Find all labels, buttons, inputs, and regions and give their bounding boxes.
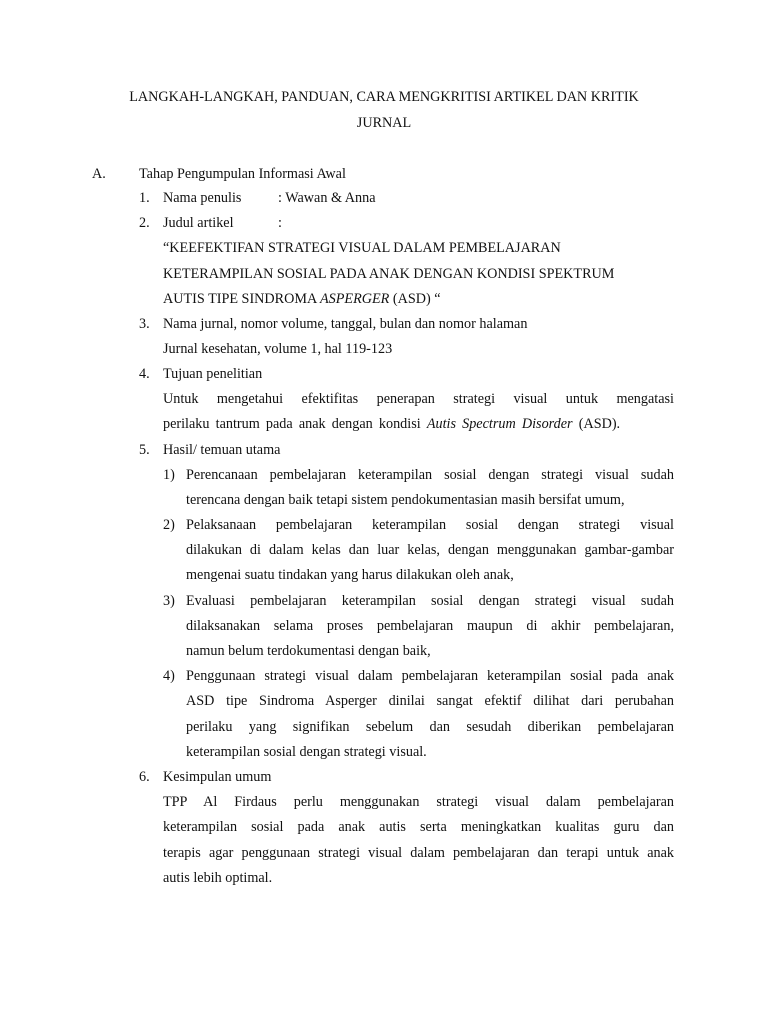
item-4-number: 4. bbox=[139, 366, 150, 382]
subitem-2-line-1: Pelaksanaan pembelajaran keterampilan sosial dengan strategi visual bbox=[186, 517, 674, 533]
subitem-1-number: 1) bbox=[163, 467, 175, 483]
subitem-1-line-2: terencana dengan baik tetapi sistem pendokumentasian masih bersifat umum, bbox=[186, 492, 625, 508]
subitem-3-number: 3) bbox=[163, 593, 175, 609]
item-6-line-1: TPP Al Firdaus perlu menggunakan strategi visual dalam pembelajaran bbox=[163, 794, 674, 810]
document-title-line-1: LANGKAH-LANGKAH, PANDUAN, CARA MENGKRITISI ARTIKEL DAN KRITIK bbox=[129, 89, 639, 105]
subitem-4-line-1: Penggunaan strategi visual dalam pembelajaran keterampilan sosial pada anak bbox=[186, 668, 674, 684]
item-1-number: 1. bbox=[139, 190, 150, 206]
item-3-body: Jurnal kesehatan, volume 1, hal 119-123 bbox=[163, 341, 393, 357]
article-title-line-2: KETERAMPILAN SOSIAL PADA ANAK DENGAN KONDISI SPEKTRUM bbox=[163, 266, 615, 282]
item-4-italic-term: Autis Spectrum Disorder bbox=[426, 416, 573, 432]
item-6-number: 6. bbox=[139, 769, 150, 785]
item-6-line-4: autis lebih optimal. bbox=[163, 870, 273, 886]
item-1-value: : Wawan & Anna bbox=[278, 190, 376, 206]
item-1-label: Nama penulis bbox=[163, 190, 242, 206]
subitem-1-line-1: Perencanaan pembelajaran keterampilan sosial dengan strategi visual sudah bbox=[186, 467, 674, 483]
subitem-4-line-3: perilaku yang signifikan sebelum dan sesudah diberikan pembelajaran bbox=[186, 719, 674, 735]
subitem-2-number: 2) bbox=[163, 517, 175, 533]
article-title-line-1: “KEEFEKTIFAN STRATEGI VISUAL DALAM PEMBELAJARAN bbox=[163, 240, 561, 256]
item-2-value: : bbox=[278, 215, 282, 231]
item-4-body-line-2: perilaku tantrum pada anak dengan kondisi Autis Spectrum Disorder (ASD). bbox=[163, 416, 621, 432]
subitem-2-line-2: dilakukan di dalam kelas dan luar kelas, dengan menggunakan gambar-gambar bbox=[186, 542, 674, 558]
item-2-label: Judul artikel bbox=[163, 215, 234, 231]
subitem-3-line-2: dilaksanakan selama proses pembelajaran maupun di akhir pembelajaran, bbox=[186, 618, 674, 634]
subitem-3-line-1: Evaluasi pembelajaran keterampilan sosial dengan strategi visual sudah bbox=[186, 593, 674, 609]
subitem-4-number: 4) bbox=[163, 668, 175, 684]
item-4-label: Tujuan penelitian bbox=[163, 366, 263, 382]
item-5-label: Hasil/ temuan utama bbox=[163, 442, 281, 458]
item-6-line-3: terapis agar penggunaan strategi visual dalam pembelajaran dan terapi untuk anak bbox=[163, 845, 674, 861]
subitem-4-line-4: keterampilan sosial dengan strategi visual. bbox=[186, 744, 427, 760]
section-a-heading: Tahap Pengumpulan Informasi Awal bbox=[139, 166, 346, 182]
subitem-4-line-2: ASD tipe Sindroma Asperger dinilai sangat efektif dilihat dari perubahan bbox=[186, 693, 674, 709]
section-a-label: A. bbox=[92, 166, 106, 182]
item-6-line-2: keterampilan sosial pada anak autis serta meningkatkan kualitas guru dan bbox=[163, 819, 674, 835]
item-6-label: Kesimpulan umum bbox=[163, 769, 272, 785]
item-3-number: 3. bbox=[139, 316, 150, 332]
item-4-body-line-1: Untuk mengetahui efektifitas penerapan strategi visual untuk mengatasi bbox=[163, 391, 674, 407]
item-2-number: 2. bbox=[139, 215, 150, 231]
item-3-label: Nama jurnal, nomor volume, tanggal, bulan dan nomor halaman bbox=[163, 316, 528, 332]
item-5-number: 5. bbox=[139, 442, 150, 458]
subitem-3-line-3: namun belum terdokumentasi dengan baik, bbox=[186, 643, 431, 659]
document-title-line-2: JURNAL bbox=[356, 115, 412, 131]
article-title-italic: ASPERGER bbox=[320, 291, 390, 307]
article-title-line-3: AUTIS TIPE SINDROMA ASPERGER (ASD) “ bbox=[163, 291, 441, 307]
subitem-2-line-3: mengenai suatu tindakan yang harus dilakukan oleh anak, bbox=[186, 567, 514, 583]
